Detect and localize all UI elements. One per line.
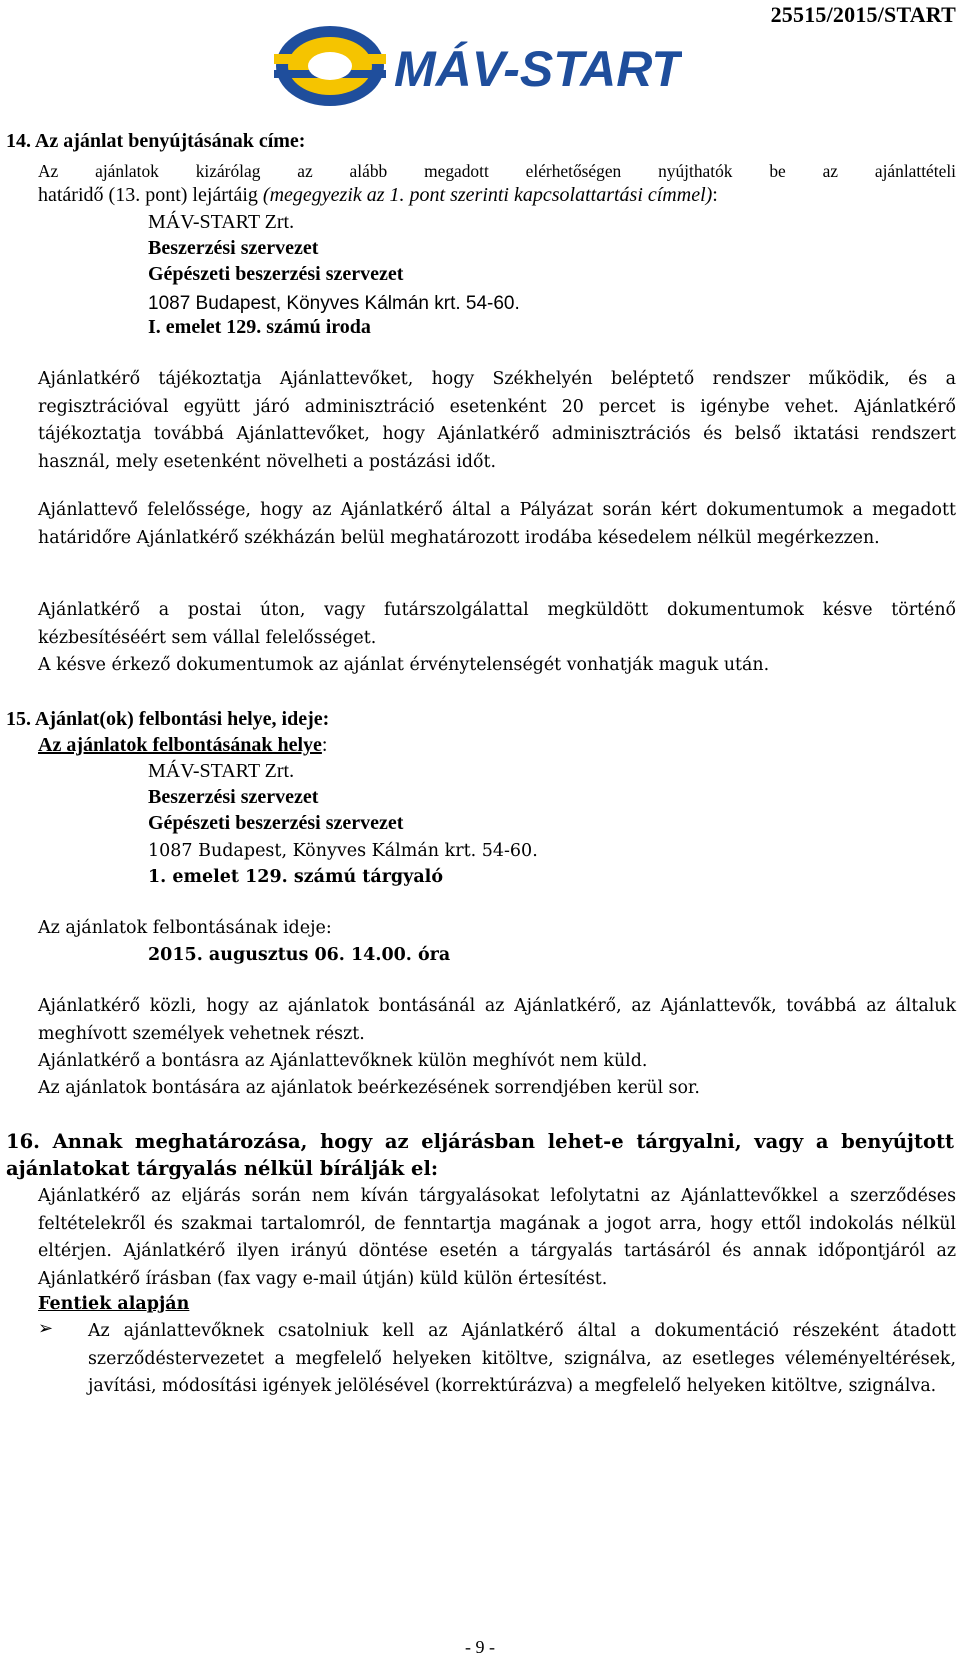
s15-addr-room: 1. emelet 129. számú tárgyaló: [148, 867, 443, 887]
s15-time-value: 2015. augusztus 06. 14.00. óra: [148, 945, 451, 965]
s14-addr-company: MÁV-START Zrt.: [148, 211, 295, 233]
s15-addr-subdept: Gépészeti beszerzési szervezet: [148, 812, 404, 834]
s14-line2: határidő (13. pont) lejártáig (megegyezik az 1. pont szerinti kapcsolattartási címmel):: [38, 184, 718, 206]
s15-addr-company: MÁV-START Zrt.: [148, 760, 295, 782]
s14-addr-room: I. emelet 129. számú iroda: [148, 316, 371, 338]
s14-para-postal: Ajánlatkérő a postai úton, vagy futárszolgálattal megküldött dokumentumok késve történő kézbesítéséért sem vállal felelősséget.: [38, 600, 956, 648]
section-15-title: 15. Ajánlat(ok) felbontási helye, ideje:: [6, 708, 330, 730]
s15-para-attendance: Ajánlatkérő közli, hogy az ajánlatok bontásánál az Ajánlatkérő, az Ajánlattevők, továbbá az általuk meghívott személyek vehetnek részt.: [38, 996, 956, 1044]
s14-addr-dept: Beszerzési szervezet: [148, 237, 319, 259]
section-14-title: 14. Az ajánlat benyújtásának címe:: [6, 130, 306, 152]
s14-para-responsibility: Ajánlattevő felelőssége, hogy az Ajánlatkérő által a Pályázat során kért dokumentumok a megadott határidőre Ajánlatkérő székházán belül meghatározott irodába késedelem nélkül megérkezzen.: [38, 500, 956, 548]
mav-start-logo: [272, 18, 682, 118]
s15-time-label: Az ajánlatok felbontásának ideje:: [38, 918, 332, 938]
logo-wordmark: MÁV-START: [394, 41, 682, 97]
s15-place-label: Az ajánlatok felbontásának helye:: [38, 734, 328, 756]
s15-para-no-invitation: Ajánlatkérő a bontásra az Ajánlattevőknek külön meghívót nem küld.: [38, 1051, 648, 1071]
s15-addr-street: 1087 Budapest, Könyves Kálmán krt. 54-60.: [148, 841, 538, 861]
s16-subheading: Fentiek alapján: [38, 1294, 190, 1314]
s15-para-order: Az ajánlatok bontására az ajánlatok beérkezésének sorrendjében kerül sor.: [38, 1078, 700, 1098]
page-number: - 9 -: [465, 1637, 495, 1657]
s14-addr-street: 1087 Budapest, Könyves Kálmán krt. 54-60.: [148, 293, 520, 314]
s14-para-entry-system: Ajánlatkérő tájékoztatja Ajánlattevőket, hogy Székhelyén beléptető rendszer működik, és a regisztrációval együtt járó adminisztráció esetenként 20 percet is igénybe vehet. Ajánlatkérő tájékoztatja továbbá Ajánlattevőket, hogy Ajánlatkérő adminisztrációs és belső iktatási rendszert használ, mely esetenként növelheti a postázási időt.: [38, 369, 956, 472]
s16-para-negotiation: Ajánlatkérő az eljárás során nem kíván tárgyalásokat lefolytatni az Ajánlattevőkkel a szerződéses feltételekről és szakmai tartalomról, de fenntartja magának a jogot arra, hogy ettől indokolás nélkül eltérjen. Ajánlatkérő ilyen irányú döntése esetén a tárgyalás tartásáról és annak időpontjáról az Ajánlatkérő írásban (fax vagy e-mail útján) küld külön értesítést.: [38, 1186, 956, 1289]
s16-bullet-item: [38, 1318, 956, 1430]
s15-addr-dept: Beszerzési szervezet: [148, 786, 319, 808]
s14-para-late: A késve érkező dokumentumok az ajánlat érvénytelenségét vonhatják maguk után.: [38, 655, 770, 675]
arrow-bullet-icon: ➢: [38, 1318, 54, 1339]
document-reference: 25515/2015/START: [770, 2, 956, 27]
s14-line1: Az ajánlatok kizárólag az alább megadott elérhetőségen nyújthatók be az ajánlattételi: [38, 161, 956, 181]
s16-bullet-text: Az ajánlattevőknek csatolniuk kell az Ajánlatkérő által a dokumentáció részeként átadott szerződéstervezetet a megfelelő helyeken kitöltve, szignálva, az esetleges véleményeltérések, javítási, módosítási igények jelölésével (korrektúrázva) a megfelelő helyeken kitöltve, szignálva.: [88, 1321, 956, 1396]
logo-emblem: [274, 26, 386, 106]
section-16-title: 16. Annak meghatározása, hogy az eljárásban lehet-e tárgyalni, vagy a benyújtott ajánlatokat tárgyalás nélkül bírálják el:: [6, 1130, 954, 1180]
s14-addr-subdept: Gépészeti beszerzési szervezet: [148, 263, 404, 285]
